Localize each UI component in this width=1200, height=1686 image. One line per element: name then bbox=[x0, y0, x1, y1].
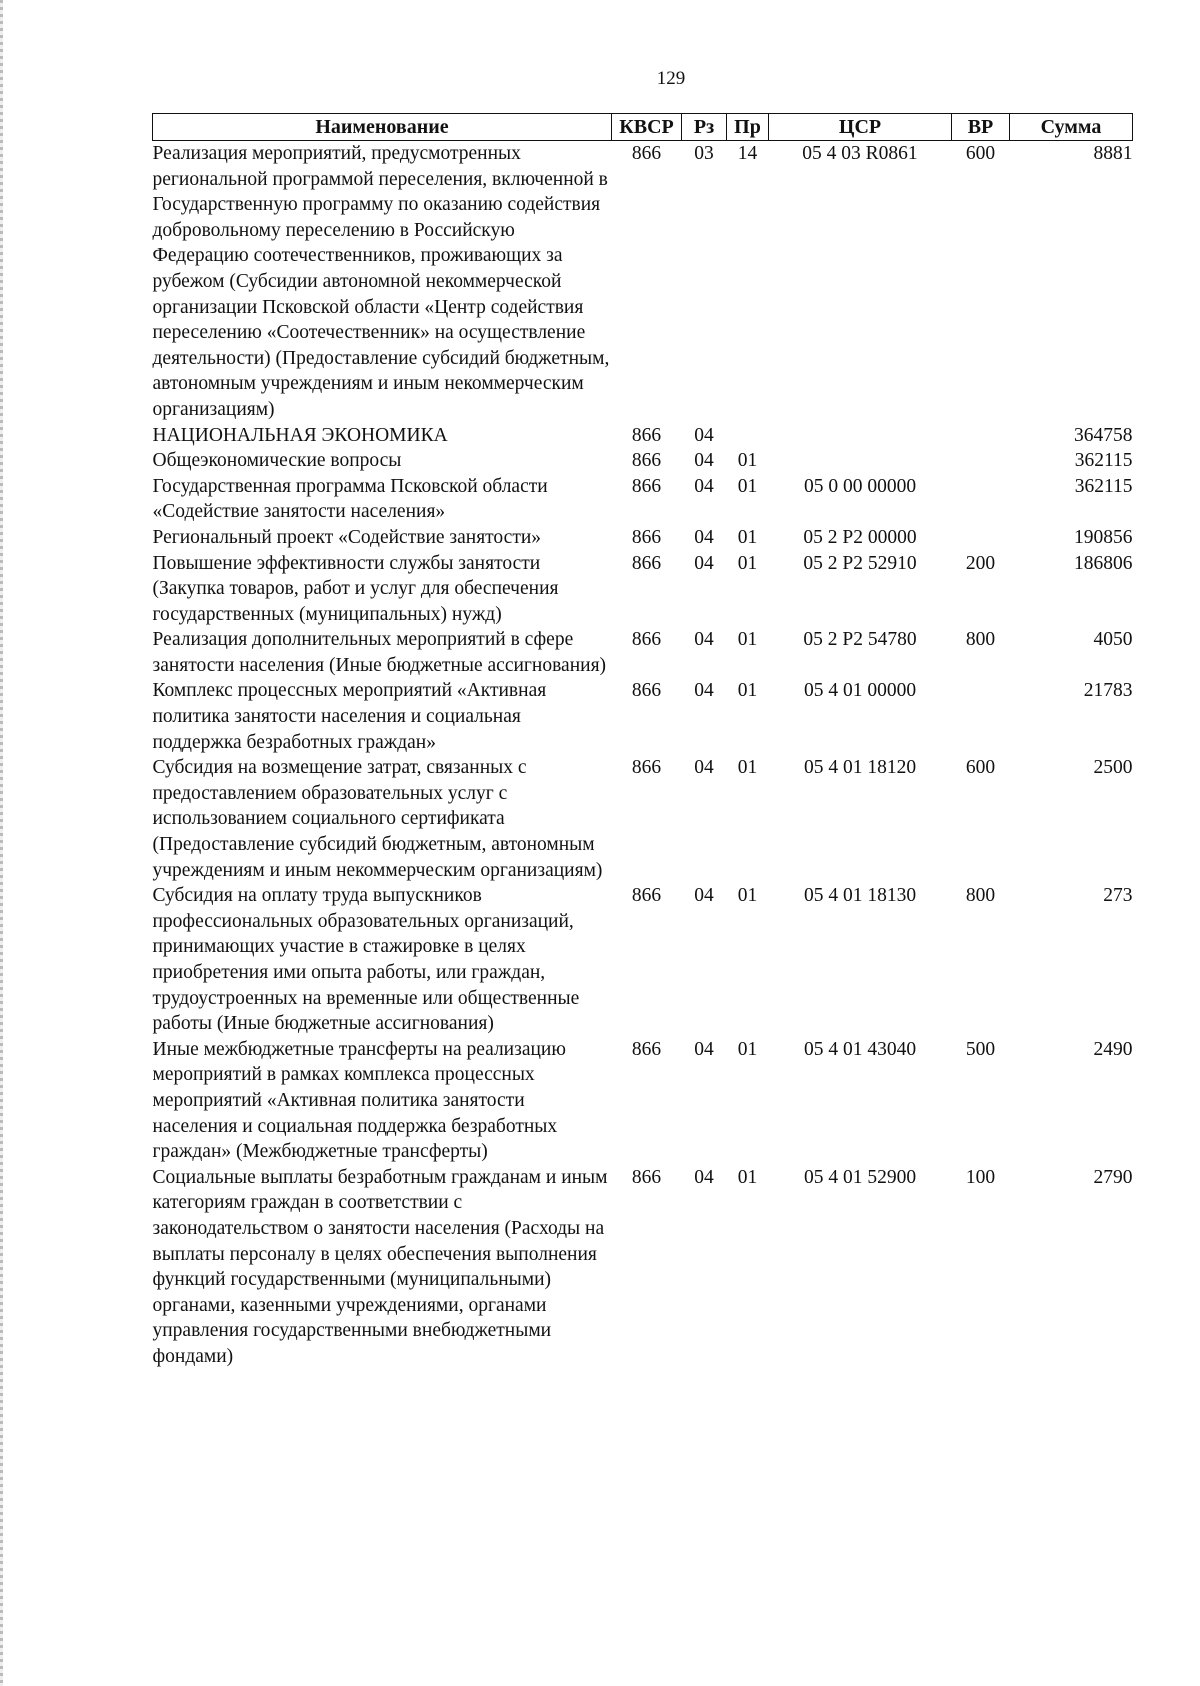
row-pr: 01 bbox=[737, 552, 758, 574]
row-sum: 8881 bbox=[1093, 143, 1133, 164]
row-kvsr: 866 bbox=[631, 552, 662, 574]
row-sum: 2790 bbox=[1093, 1166, 1133, 1188]
column-header-name: Наименование bbox=[153, 114, 612, 141]
row-csr: 05 4 01 43040 bbox=[803, 1038, 917, 1060]
row-pr: 14 bbox=[737, 143, 758, 164]
column-header-sum: Сумма bbox=[1010, 114, 1133, 141]
row-pr: 01 bbox=[737, 629, 758, 651]
row-rz: 04 bbox=[694, 552, 714, 574]
row-kvsr: 866 bbox=[631, 757, 662, 779]
budget-table bbox=[152, 113, 1133, 1370]
row-csr bbox=[769, 423, 952, 449]
row-vr: 800 bbox=[965, 629, 996, 651]
row-csr: 05 4 03 R0861 bbox=[802, 143, 918, 164]
table-row bbox=[153, 627, 1133, 678]
column-header-pr: Пр bbox=[727, 114, 769, 141]
row-sum: 362115 bbox=[1074, 475, 1133, 497]
row-kvsr: 866 bbox=[631, 143, 662, 164]
row-name: Субсидия на возмещение затрат, связанных с предоставлением образовательных услуг с использованием социального сертификата (Предоставление субсидий бюджетным, автономным учреждениям и иным некоммерческим организациям) bbox=[152, 757, 603, 881]
row-name: Субсидия на оплату труда выпускников профессиональных образовательных организаций, принимающих участие в стажировке в целях приобретения ими опыта работы, или граждан, трудоустроенных на временные или общественные работы (Иные бюджетные ассигнования) bbox=[152, 885, 580, 1035]
table-header-row bbox=[153, 114, 1133, 141]
row-kvsr: 866 bbox=[631, 680, 662, 702]
row-sum: 362115 bbox=[1074, 450, 1133, 472]
row-sum: 4050 bbox=[1093, 629, 1133, 651]
column-header-kvsr: КВСР bbox=[612, 114, 682, 141]
row-pr: 01 bbox=[737, 1038, 758, 1060]
row-pr: 01 bbox=[737, 450, 758, 472]
row-pr: 01 bbox=[737, 475, 758, 497]
table-row bbox=[153, 755, 1133, 883]
column-header-csr: ЦСР bbox=[769, 114, 952, 141]
row-rz: 04 bbox=[694, 526, 714, 548]
row-sum: 273 bbox=[1103, 885, 1133, 907]
row-name: Иные межбюджетные трансферты на реализацию мероприятий в рамках комплекса процессных мероприятий «Активная политика занятости населения и социальная поддержка безработных граждан» (Межбюджетные трансферты) bbox=[152, 1038, 566, 1163]
row-pr: 01 bbox=[737, 526, 758, 548]
row-rz: 04 bbox=[694, 424, 714, 446]
row-name: Реализация дополнительных мероприятий в сфере занятости населения (Иные бюджетные ассигнования) bbox=[152, 629, 607, 676]
row-pr bbox=[727, 423, 769, 449]
row-csr: 05 4 01 18120 bbox=[803, 757, 917, 779]
row-kvsr: 866 bbox=[631, 450, 662, 472]
column-header-vr: ВР bbox=[952, 114, 1010, 141]
table-row bbox=[153, 448, 1133, 474]
row-rz: 04 bbox=[694, 1166, 714, 1188]
row-name: Социальные выплаты безработным гражданам и иным категориям граждан в соответствии с законодательством о занятости населения (Расходы на выплаты персоналу в целях обеспечения выполнения функций государственными (муниципальными) органами, казенными учреждениями, органами управления государственными внебюджетными фондами) bbox=[152, 1166, 608, 1367]
row-sum: 186806 bbox=[1074, 552, 1133, 574]
row-vr bbox=[952, 525, 1010, 551]
row-csr: 05 2 Р2 00000 bbox=[803, 526, 917, 548]
table-row bbox=[153, 678, 1133, 755]
row-pr: 01 bbox=[737, 680, 758, 702]
row-rz: 04 bbox=[694, 450, 714, 472]
row-sum: 2500 bbox=[1093, 757, 1133, 779]
row-kvsr: 866 bbox=[631, 424, 662, 446]
row-vr: 500 bbox=[965, 1038, 996, 1060]
row-pr: 01 bbox=[737, 885, 758, 907]
row-vr: 600 bbox=[965, 757, 996, 779]
table-row bbox=[153, 1037, 1133, 1165]
row-sum: 2490 bbox=[1093, 1038, 1133, 1060]
row-pr: 01 bbox=[737, 757, 758, 779]
row-sum: 21783 bbox=[1083, 680, 1133, 702]
row-rz: 04 bbox=[694, 757, 714, 779]
row-vr: 600 bbox=[965, 143, 996, 164]
page-number: 129 bbox=[656, 68, 686, 89]
row-rz: 03 bbox=[694, 143, 714, 164]
row-name: Комплекс процессных мероприятий «Активная политика занятости населения и социальная поддержка безработных граждан» bbox=[152, 680, 547, 753]
row-csr bbox=[769, 448, 952, 474]
row-name: Общеэкономические вопросы bbox=[152, 450, 402, 472]
row-rz: 04 bbox=[694, 885, 714, 907]
row-csr: 05 4 01 52900 bbox=[803, 1166, 917, 1188]
scan-left-edge bbox=[0, 0, 3, 1686]
row-vr bbox=[952, 474, 1010, 525]
row-sum: 364758 bbox=[1074, 424, 1133, 446]
row-csr: 05 2 Р2 54780 bbox=[803, 629, 917, 651]
row-rz: 04 bbox=[694, 680, 714, 702]
table-row bbox=[153, 525, 1133, 551]
table-row bbox=[153, 474, 1133, 525]
row-name: Повышение эффективности службы занятости (Закупка товаров, работ и услуг для обеспечения государственных (муниципальных) нужд) bbox=[152, 552, 559, 625]
row-rz: 04 bbox=[694, 629, 714, 651]
row-name: Государственная программа Псковской области «Содействие занятости населения» bbox=[152, 475, 548, 523]
row-vr: 100 bbox=[965, 1166, 996, 1188]
row-vr: 200 bbox=[965, 552, 996, 574]
row-csr: 05 4 01 18130 bbox=[803, 885, 917, 907]
row-sum: 190856 bbox=[1074, 526, 1133, 548]
row-csr: 05 4 01 00000 bbox=[803, 680, 917, 702]
row-pr: 01 bbox=[737, 1166, 758, 1188]
row-vr bbox=[952, 448, 1010, 474]
row-name: Реализация мероприятий, предусмотренных региональной программой переселения, включенной в Государственную программу по оказанию содействия добровольному переселению в Российскую Федерацию соотечественников, проживающих за рубежом (Субсидии автономной некоммерческой организации Псковской области «Центр содействия переселению «Соотечественник» на осуществление деятельности) (Предоставление субсидий бюджетным, автономным учреждениям и иным некоммерческим организациям) bbox=[152, 143, 610, 420]
row-name: НАЦИОНАЛЬНАЯ ЭКОНОМИКА bbox=[152, 424, 448, 446]
row-kvsr: 866 bbox=[631, 526, 662, 548]
row-vr: 800 bbox=[965, 885, 996, 907]
row-rz: 04 bbox=[694, 1038, 714, 1060]
row-kvsr: 866 bbox=[631, 475, 662, 497]
row-csr: 05 0 00 00000 bbox=[803, 475, 917, 497]
table-row bbox=[153, 423, 1133, 449]
table-row bbox=[153, 883, 1133, 1037]
row-csr: 05 2 Р2 52910 bbox=[803, 552, 917, 574]
row-vr bbox=[952, 423, 1010, 449]
row-rz: 04 bbox=[694, 475, 714, 497]
row-kvsr: 866 bbox=[631, 629, 662, 651]
row-name: Региональный проект «Содействие занятости» bbox=[152, 526, 542, 548]
table-row bbox=[153, 1165, 1133, 1370]
table-row bbox=[153, 141, 1133, 423]
row-vr bbox=[952, 678, 1010, 755]
row-kvsr: 866 bbox=[631, 885, 662, 907]
row-kvsr: 866 bbox=[631, 1166, 662, 1188]
table-row bbox=[153, 551, 1133, 628]
column-header-rz: Рз bbox=[682, 114, 727, 141]
row-kvsr: 866 bbox=[631, 1038, 662, 1060]
